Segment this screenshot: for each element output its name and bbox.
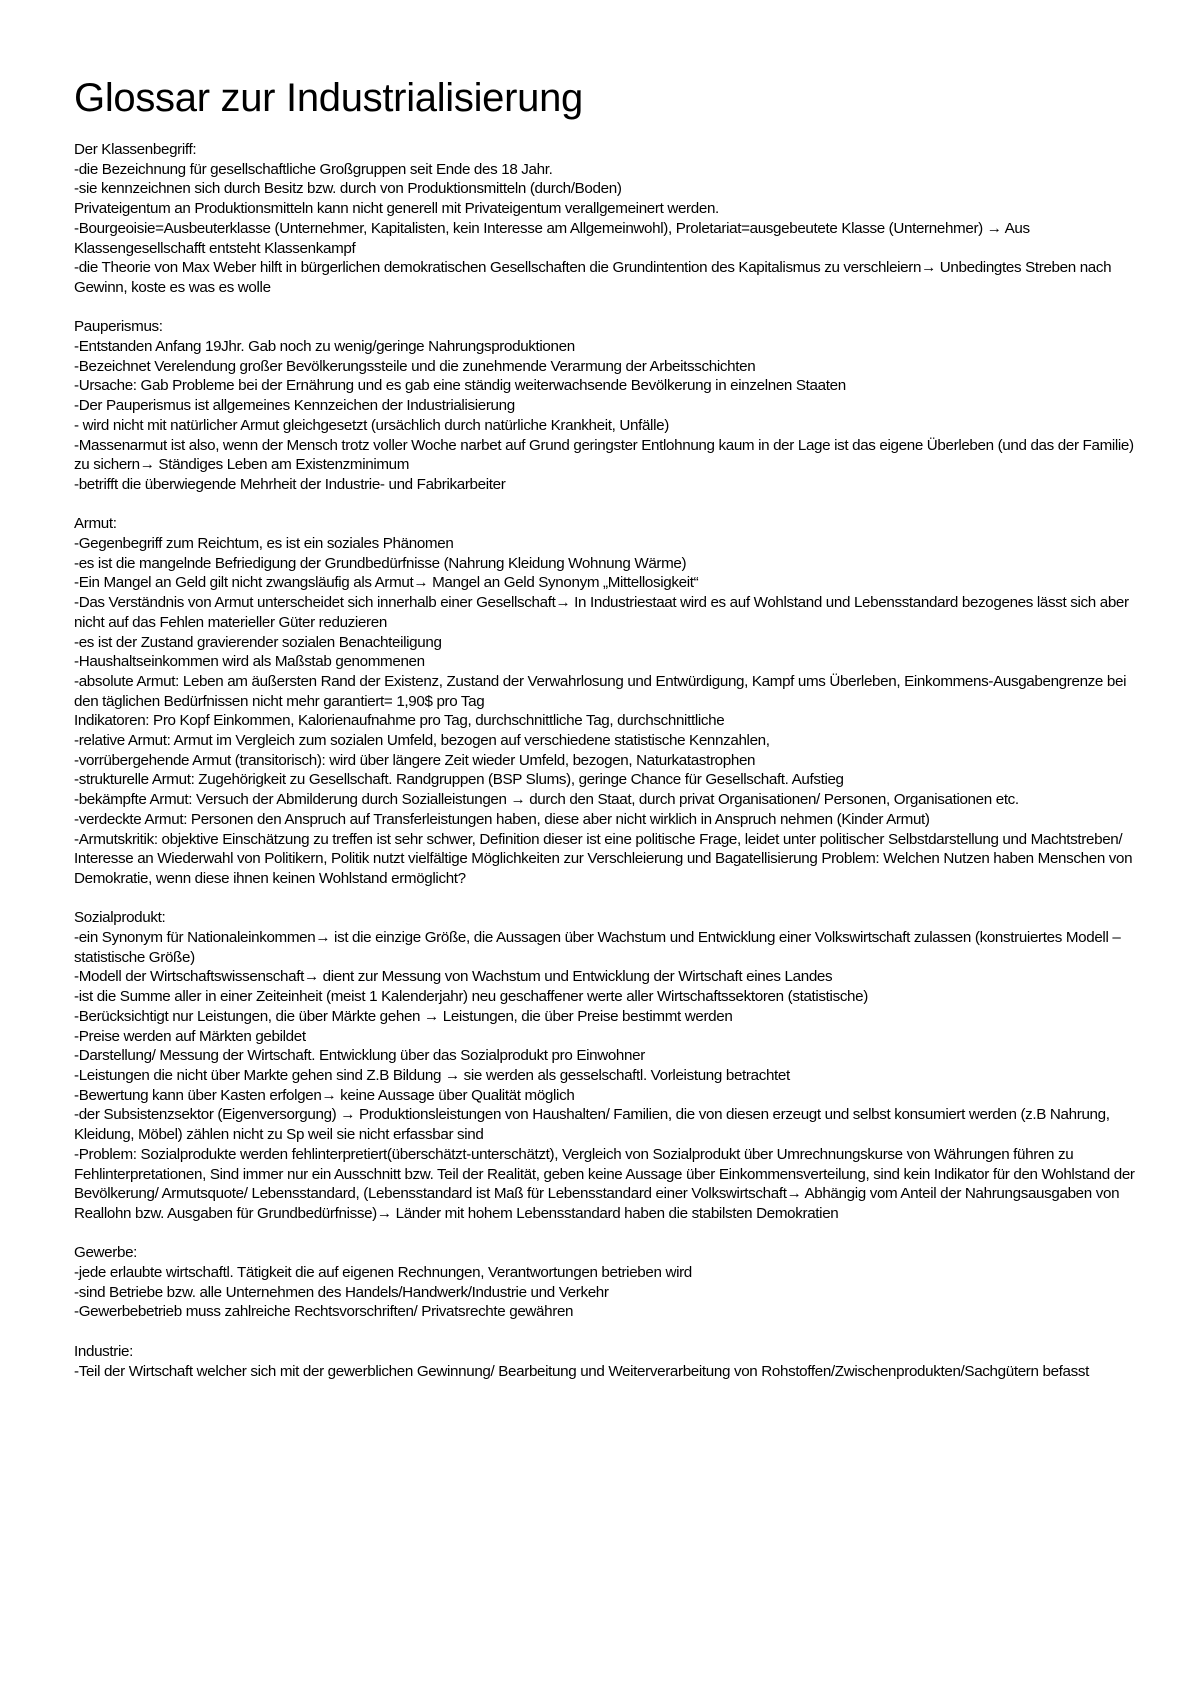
glossary-line: -es ist die mangelnde Befriedigung der Grundbedürfnisse (Nahrung Kleidung Wohnung Wärme)	[74, 554, 687, 572]
section-heading: Industrie:	[74, 1342, 133, 1360]
section-heading: Gewerbe:	[74, 1244, 138, 1262]
glossary-line: -Ursache: Gab Probleme bei der Ernährung und es gab eine ständig weiterwachsende Bevölkerung in einzelnen Staaten	[74, 377, 846, 395]
glossary-line: -vorrübergehende Armut (transitorisch): wird über längere Zeit wieder Umfeld, bezogen, Naturkatastrophen	[74, 751, 756, 769]
glossary-line: -der Subsistenzsektor (Eigenversorgung) → Produktionsleistungen von Haushalten/ Familien, die von diesen erzeugt und selbst konsumiert werden (z.B Nahrung, Kleidung, Möbel) zählen nicht zu Sp weil sie nicht erfassbar sind	[74, 1106, 1110, 1144]
glossary-line: -Der Pauperismus ist allgemeines Kennzeichen der Industrialisierung	[74, 397, 515, 415]
glossary-line: -Bewertung kann über Kasten erfolgen→ keine Aussage über Qualität möglich	[74, 1086, 575, 1104]
glossary-line: -Gegenbegriff zum Reichtum, es ist ein soziales Phänomen	[74, 535, 454, 553]
glossary-line: -die Bezeichnung für gesellschaftliche Großgruppen seit Ende des 18 Jahr.	[74, 160, 553, 178]
glossary-line: -Bourgeoisie=Ausbeuterklasse (Unternehmer, Kapitalisten, kein Interesse am Allgemeinwohl), Proletariat=ausgebeutete Klasse (Unternehmer) → Aus Klassengesellschafft entsteht Klassenkampf	[74, 219, 1030, 257]
section-heading: Armut:	[74, 515, 117, 533]
glossary-line: - wird nicht mit natürlicher Armut gleichgesetzt (ursächlich durch natürliche Krankheit, Unfälle)	[74, 416, 669, 434]
glossary-line: -Massenarmut ist also, wenn der Mensch trotz voller Woche narbet auf Grund geringster Entlohnung kaum in der Lage ist das eigene Überleben (und das der Familie) zu sichern→ Ständiges Leben am Existenzminimum	[74, 436, 1134, 474]
glossary-line: -Darstellung/ Messung der Wirtschaft. Entwicklung über das Sozialprodukt pro Einwohner	[74, 1047, 645, 1065]
glossary-line: -verdeckte Armut: Personen den Anspruch auf Transferleistungen haben, diese aber nicht wirklich in Anspruch nehmen (Kinder Armut)	[74, 810, 930, 828]
glossary-section	[74, 140, 1138, 298]
glossary-line: -strukturelle Armut: Zugehörigkeit zu Gesellschaft. Randgruppen (BSP Slums), geringe Chance für Gesellschaft. Aufstieg	[74, 771, 844, 789]
glossary-line: -Leistungen die nicht über Markte gehen sind Z.B Bildung → sie werden als gesselschaftl. Vorleistung betrachtet	[74, 1067, 790, 1084]
glossary-line: -Entstanden Anfang 19Jhr. Gab noch zu wenig/geringe Nahrungsproduktionen	[74, 338, 575, 356]
glossary-line: -betrifft die überwiegende Mehrheit der Industrie- und Fabrikarbeiter	[74, 475, 506, 493]
glossary-section	[74, 908, 1138, 1223]
glossary-line: -Gewerbebetrieb muss zahlreiche Rechtsvorschriften/ Privatsrechte gewähren	[74, 1303, 574, 1321]
glossary-line: -Problem: Sozialprodukte werden fehlinterpretiert(überschätzt-unterschätzt), Vergleich von Sozialprodukt über Umrechnungskurse von Währungen führen zu Fehlinterpretationen, Sind immer nur ein Ausschnitt bzw. Teil der Realität, geben keine Aussage über Einkommensverteilung, sind kein Indikator für den Wohlstand der Bevölkerung/ Armutsquote/ Lebensstandard, (Lebensstandard ist Maß für Lebensstandard einer Volkswirtschaft→ Abhängig vom Anteil der Nahrungsausgaben von Reallohn bzw. Ausgaben für Grundbedürfnisse)→ Länder mit hohem Lebensstandard haben die stabilsten Demokratien	[74, 1145, 1135, 1222]
glossary-line: -absolute Armut: Leben am äußersten Rand der Existenz, Zustand der Verwahrlosung und Entwürdigung, Kampf ums Überleben, Einkommens-Ausgabengrenze bei den täglichen Bedürfnissen nicht mehr garantiert= 1,90$ pro Tag	[74, 672, 1127, 710]
glossary-line: -ein Synonym für Nationaleinkommen→ ist die einzige Größe, die Aussagen über Wachstum und Entwicklung einer Volkswirtschaft zulassen (konstruiertes Modell – statistische Größe)	[74, 929, 1121, 966]
document-page	[74, 74, 1138, 1401]
glossary-line: -Armutskritik: objektive Einschätzung zu treffen ist sehr schwer, Definition dieser ist eine politische Frage, leidet unter politischer Selbstdarstellung und Machtstreben/ Interesse an Wiederwahl von Politikern, Politik nutzt vielfältige Möglichkeiten zur Verschleierung und Bagatellisierung Problem: Welchen Nutzen haben Menschen von Demokratie, wenn diese ihnen keinen Wohlstand ermöglicht?	[74, 830, 1133, 887]
section-heading: Der Klassenbegriff:	[74, 141, 197, 158]
glossary-section	[74, 1243, 1138, 1322]
glossary-line: -relative Armut: Armut im Vergleich zum sozialen Umfeld, bezogen auf verschiedene statistische Kennzahlen,	[74, 732, 770, 750]
glossary-line: -sind Betriebe bzw. alle Unternehmen des Handels/Handwerk/Industrie und Verkehr	[74, 1283, 609, 1301]
glossary-line: -Haushaltseinkommen wird als Maßstab genommenen	[74, 653, 425, 671]
glossary-line: -die Theorie von Max Weber hilft in bürgerlichen demokratischen Gesellschaften die Grundintention des Kapitalismus zu verschleiern→ Unbedingtes Streben nach Gewinn, koste es was es wolle	[74, 259, 1112, 296]
glossary-line: -Bezeichnet Verelendung großer Bevölkerungssteile und die zunehmende Verarmung der Arbeitsschichten	[74, 357, 756, 375]
glossary-section	[74, 514, 1138, 888]
glossary-line: -Das Verständnis von Armut unterscheidet sich innerhalb einer Gesellschaft→ In Industriestaat wird es auf Wohlstand und Lebensstandard bezogenes lässt sich aber nicht auf das Fehlen materieller Güter reduzieren	[74, 594, 1129, 631]
glossary-line: -jede erlaubte wirtschaftl. Tätigkeit die auf eigenen Rechnungen, Verantwortungen betrieben wird	[74, 1264, 692, 1282]
glossary-line: -Ein Mangel an Geld gilt nicht zwangsläufig als Armut→ Mangel an Geld Synonym „Mittellosigkeit“	[74, 574, 699, 592]
glossary-line: -es ist der Zustand gravierender sozialen Benachteiligung	[74, 633, 442, 651]
glossary-line: -Teil der Wirtschaft welcher sich mit der gewerblichen Gewinnung/ Bearbeitung und Weiterverarbeitung von Rohstoffen/Zwischenprodukten/Sachgütern befasst	[74, 1362, 1089, 1380]
glossary-line: -Berücksichtigt nur Leistungen, die über Märkte gehen → Leistungen, die über Preise bestimmt werden	[74, 1007, 733, 1025]
glossary-line: -bekämpfte Armut: Versuch der Abmilderung durch Sozialleistungen → durch den Staat, durch privat Organisationen/ Personen, Organisationen etc.	[74, 791, 1019, 809]
glossary-section	[74, 1342, 1138, 1381]
glossary-line: -ist die Summe aller in einer Zeiteinheit (meist 1 Kalenderjahr) neu geschaffener werte aller Wirtschaftssektoren (statistische)	[74, 988, 868, 1006]
sections-container	[74, 140, 1138, 1381]
glossary-line: -Preise werden auf Märkten gebildet	[74, 1027, 306, 1045]
glossary-line: -Modell der Wirtschaftswissenschaft→ dient zur Messung von Wachstum und Entwicklung der Wirtschaft eines Landes	[74, 968, 833, 986]
glossary-section	[74, 317, 1138, 494]
glossary-line: -sie kennzeichnen sich durch Besitz bzw. durch von Produktionsmitteln (durch/Boden)	[74, 180, 622, 198]
glossary-line: Indikatoren: Pro Kopf Einkommen, Kalorienaufnahme pro Tag, durchschnittliche Tag, durchschnittliche	[74, 712, 725, 730]
section-heading: Pauperismus:	[74, 318, 163, 336]
document-title: Glossar zur Industrialisierung	[74, 76, 583, 120]
glossary-line: Privateigentum an Produktionsmitteln kann nicht generell mit Privateigentum verallgemeinert werden.	[74, 200, 719, 218]
section-heading: Sozialprodukt:	[74, 909, 166, 927]
